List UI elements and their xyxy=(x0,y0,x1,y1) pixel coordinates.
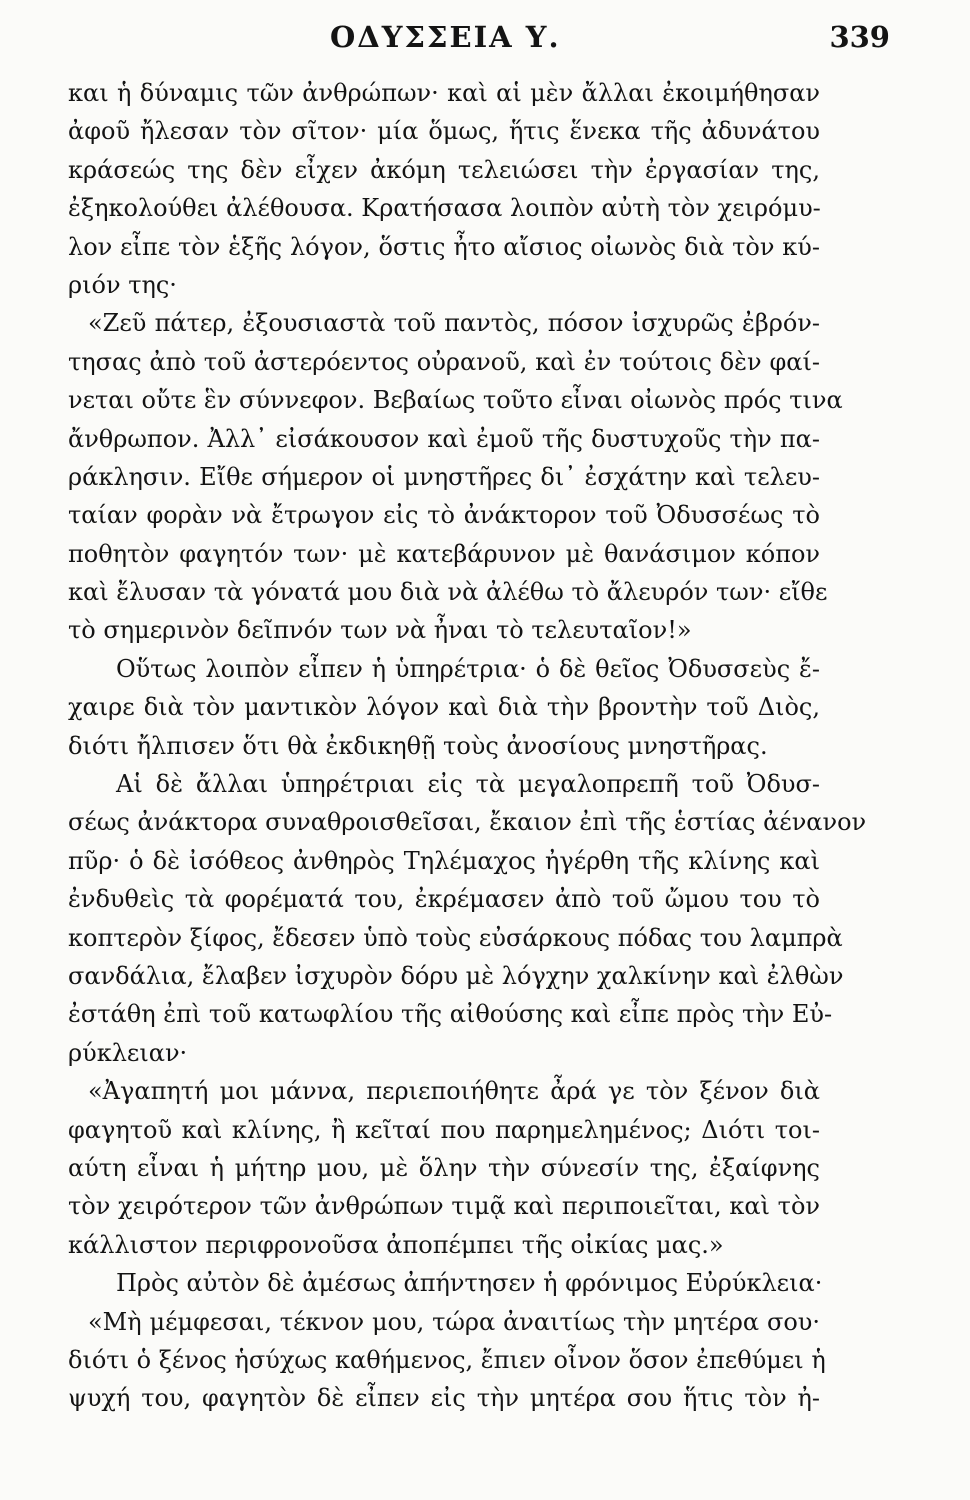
running-head xyxy=(60,14,900,64)
text-line: «Μὴ μέμφεσαι, τέκνον μου, τώρα ἀναιτίως τὴν μητέρα σου· xyxy=(88,1307,820,1336)
text-line: Οὕτως λοιπὸν εἶπεν ἡ ὑπηρέτρια· ὁ δὲ θεῖος Ὀδυσσεὺς ἔ- xyxy=(116,654,820,683)
text-line: «Ζεῦ πάτερ, ἐξουσιαστὰ τοῦ παντὸς, πόσον ἰσχυρῶς ἐβρόν- xyxy=(88,309,820,338)
text-line: ἐξηκολούθει ἀλέθουσα. Κρατήσασα λοιπὸν αὐτὴ τὸν χειρόμυ- xyxy=(68,194,821,223)
text-line: κοπτερὸν ξίφος, ἔδεσεν ὑπὸ τοὺς εὐσάρκους πόδας του λαμπρὰ xyxy=(68,923,843,952)
page-number: 339 xyxy=(829,20,890,54)
text-line: ἄνθρωπον. Ἀλλ᾽ εἰσάκουσον καὶ ἐμοῦ τῆς δυστυχοῦς τὴν πα- xyxy=(68,424,820,453)
text-line: ἀφοῦ ἤλεσαν τὸν σῖτον· μία ὅμως, ἥτις ἕνεκα τῆς ἀδυνάτου xyxy=(68,117,820,146)
text-line: κράσεώς της δὲν εἶχεν ἀκόμη τελειώσει τὴν ἐργασίαν της, xyxy=(68,155,820,184)
text-line: καὶ ἔλυσαν τὰ γόνατά μου διὰ νὰ ἀλέθω τὸ ἄλευρόν των· εἴθε xyxy=(68,578,828,607)
text-line: λον εἶπε τὸν ἑξῆς λόγον, ὅστις ἦτο αἴσιος οἰωνὸς διὰ τὸν κύ- xyxy=(68,232,820,261)
text-line: ψυχή του, φαγητὸν δὲ εἶπεν εἰς τὴν μητέρα σου ἥτις τὸν ἠ- xyxy=(68,1384,820,1413)
text-line: τὸ σημερινὸν δεῖπνόν των νὰ ἦναι τὸ τελευταῖον!» xyxy=(68,616,692,645)
text-line: σέως ἀνάκτορα συναθροισθεῖσαι, ἔκαιον ἐπὶ τῆς ἑστίας ἀένανον xyxy=(68,808,867,837)
text-line: ράκλησιν. Εἴθε σήμερον οἱ μνηστῆρες δι᾽ ἐσχάτην καὶ τελευ- xyxy=(68,462,820,491)
text-line: Αἱ δὲ ἄλλαι ὑπηρέτριαι εἰς τὰ μεγαλοπρεπῆ τοῦ Ὀδυσ- xyxy=(116,770,820,799)
body-text xyxy=(68,74,867,1418)
text-line: κάλλιστον περιφρονοῦσα ἀποπέμπει τῆς οἰκίας μας.» xyxy=(68,1230,724,1259)
text-line: αύτη εἶναι ἡ μήτηρ μου, μὲ ὅλην τὴν σύνεσίν της, ἐξαίφνης xyxy=(68,1153,820,1182)
text-line: ἐστάθη ἐπὶ τοῦ κατωφλίου τῆς αἰθούσης καὶ εἶπε πρὸς τὴν Εὐ- xyxy=(68,1000,833,1029)
text-line: φαγητοῦ καὶ κλίνης, ἢ κεῖταί που παρημελημένος; Διότι τοι- xyxy=(68,1115,820,1144)
text-line: ταίαν φορὰν νὰ ἔτρωγον εἰς τὸ ἀνάκτορον τοῦ Ὀδυσσέως τὸ xyxy=(68,501,820,530)
text-line: «Ἀγαπητή μοι μάννα, περιεποιήθητε ἆρά γε τὸν ξένον διὰ xyxy=(88,1077,820,1106)
text-line: ρύκλειαν· xyxy=(68,1038,188,1067)
text-line: διότι ἤλπισεν ὅτι θὰ ἐκδικηθῇ τοὺς ἀνοσίους μνηστῆρας. xyxy=(68,731,768,760)
text-line: τησας ἀπὸ τοῦ ἀστερόεντος οὐρανοῦ, καὶ ἐν τούτοις δὲν φαί- xyxy=(68,347,820,376)
text-line: ριόν της· xyxy=(68,270,177,299)
text-line: τὸν χειρότερον τῶν ἀνθρώπων τιμᾷ καὶ περιποιεῖται, καὶ τὸν xyxy=(68,1192,820,1221)
text-line: χαιρε διὰ τὸν μαντικὸν λόγον καὶ διὰ τὴν βροντὴν τοῦ Διὸς, xyxy=(68,693,820,722)
text-line: ἐνδυθεὶς τὰ φορέματά του, ἐκρέμασεν ἀπὸ τοῦ ὤμου του τὸ xyxy=(68,885,820,914)
text-line: και ἡ δύναμις τῶν ἀνθρώπων· καὶ αἱ μὲν ἄλλαι ἐκοιμήθησαν xyxy=(68,79,820,107)
text-line: ποθητὸν φαγητόν των· μὲ κατεβάρυνον μὲ θανάσιμον κόπον xyxy=(68,539,820,568)
running-title: ΟΔΥΣΣΕΙΑ Υ. xyxy=(330,20,561,54)
text-line: σανδάλια, ἔλαβεν ἰσχυρὸν δόρυ μὲ λόγχην χαλκίνην καὶ ἐλθὼν xyxy=(68,961,844,990)
text-line: πῦρ· ὁ δὲ ἰσόθεος ἀνθηρὸς Τηλέμαχος ἠγέρθη τῆς κλίνης καὶ xyxy=(68,846,820,875)
text-line: νεται οὔτε ἓν σύννεφον. Βεβαίως τοῦτο εἶναι οἰωνὸς πρός τινα xyxy=(68,386,843,415)
text-line: διότι ὁ ξένος ἡσύχως καθήμενος, ἔπιεν οἶνον ὅσον ἐπεθύμει ἡ xyxy=(68,1345,826,1374)
text-line: Πρὸς αὐτὸν δὲ ἀμέσως ἀπήντησεν ἡ φρόνιμος Εὐρύκλεια· xyxy=(116,1269,823,1298)
